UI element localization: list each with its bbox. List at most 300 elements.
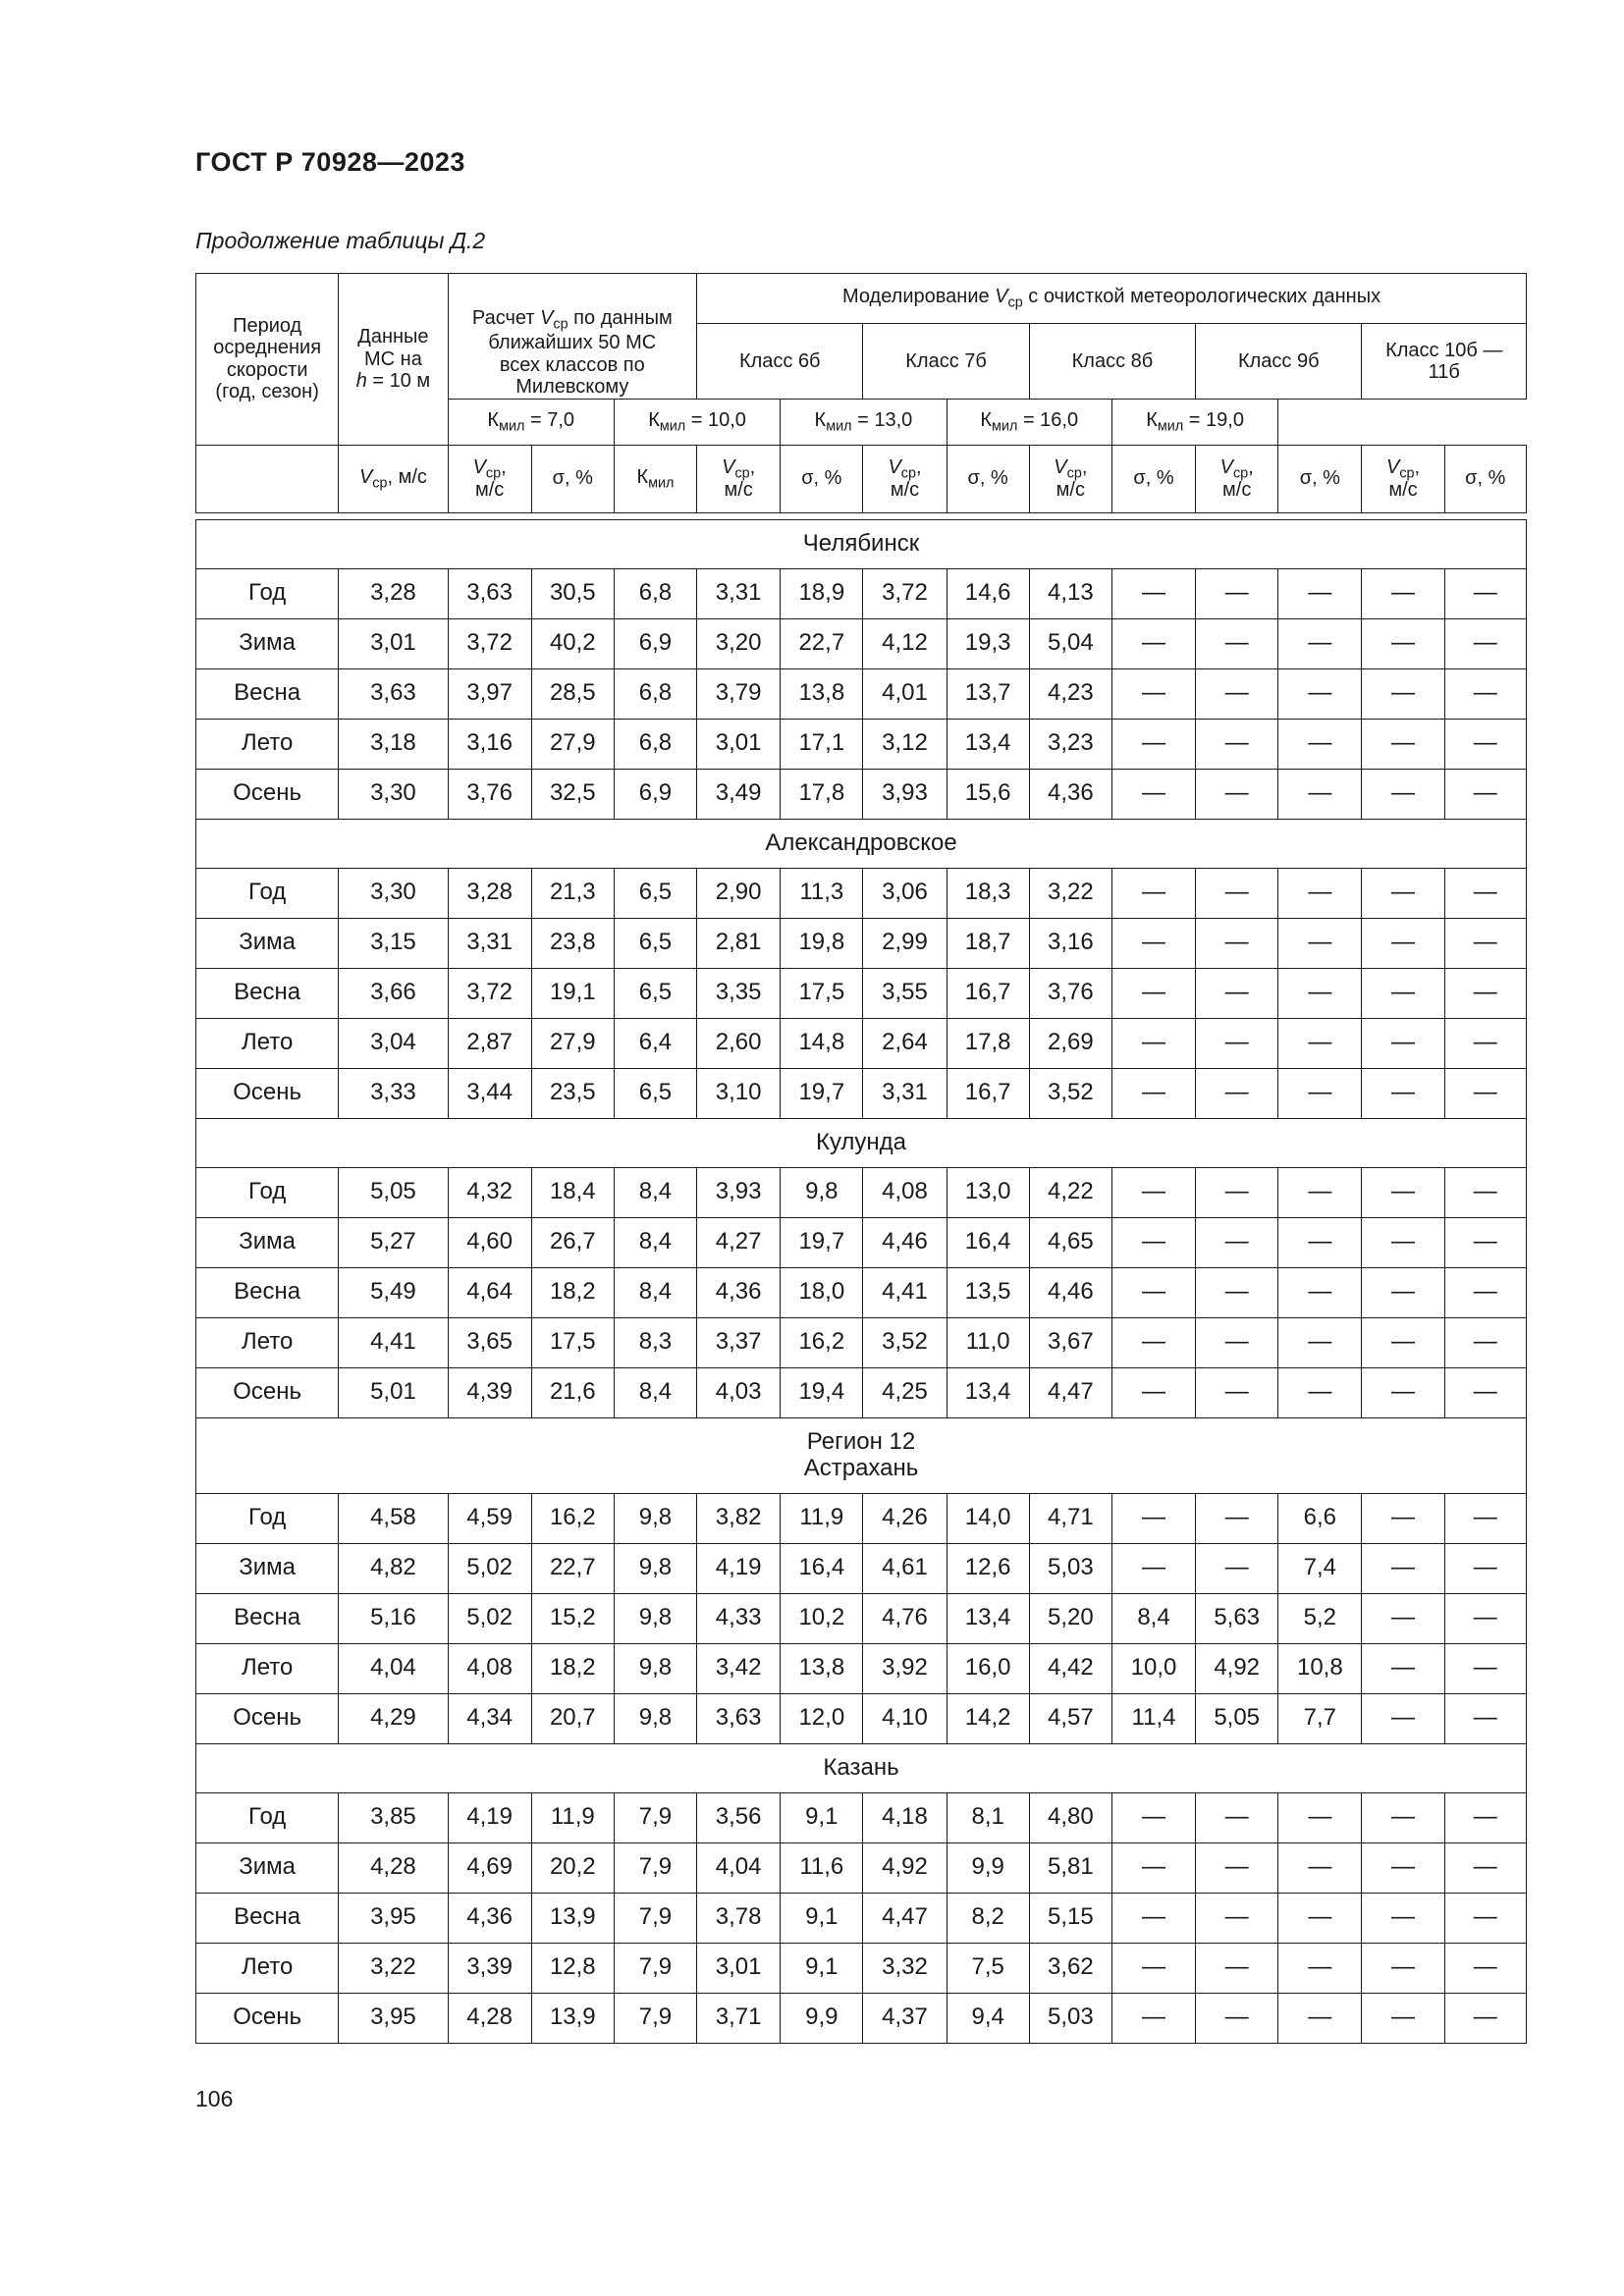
- period-cell: Год: [196, 1792, 339, 1842]
- value-cell: —: [1362, 918, 1444, 968]
- table-row: [196, 1593, 1527, 1643]
- value-cell: —: [1444, 1792, 1526, 1842]
- value-cell: —: [1362, 1993, 1444, 2043]
- value-cell: 9,9: [781, 1993, 863, 2043]
- value-cell: 5,15: [1029, 1893, 1111, 1943]
- value-cell: 13,4: [947, 719, 1029, 769]
- period-cell: Лето: [196, 1643, 339, 1693]
- col-ms-header: Данные МС на h = 10 м: [339, 274, 448, 446]
- value-cell: 21,6: [531, 1367, 614, 1417]
- value-cell: 9,8: [614, 1593, 696, 1643]
- table-row: [196, 1493, 1527, 1543]
- value-cell: 4,25: [863, 1367, 947, 1417]
- value-cell: —: [1362, 719, 1444, 769]
- period-cell: Лето: [196, 719, 339, 769]
- value-cell: —: [1362, 1068, 1444, 1118]
- value-cell: 3,31: [697, 568, 781, 618]
- value-cell: —: [1278, 1943, 1362, 1993]
- value-cell: 4,36: [448, 1893, 531, 1943]
- value-cell: —: [1111, 1367, 1195, 1417]
- table-row: [196, 568, 1527, 618]
- value-cell: —: [1278, 968, 1362, 1018]
- value-cell: 3,78: [697, 1893, 781, 1943]
- value-cell: 4,34: [448, 1693, 531, 1743]
- value-cell: 14,0: [947, 1493, 1029, 1543]
- value-cell: 4,42: [1029, 1643, 1111, 1693]
- value-cell: 13,4: [947, 1593, 1029, 1643]
- value-cell: 14,2: [947, 1693, 1029, 1743]
- value-cell: —: [1278, 918, 1362, 968]
- period-cell: Лето: [196, 1943, 339, 1993]
- value-cell: 5,05: [1196, 1693, 1278, 1743]
- value-cell: 13,8: [781, 1643, 863, 1693]
- value-cell: 3,20: [697, 618, 781, 668]
- unit-sigma: σ, %: [1278, 445, 1362, 512]
- value-cell: 7,9: [614, 1943, 696, 1993]
- value-cell: —: [1362, 568, 1444, 618]
- value-cell: —: [1111, 668, 1195, 719]
- period-cell: Весна: [196, 968, 339, 1018]
- value-cell: 9,8: [614, 1643, 696, 1693]
- value-cell: 11,9: [781, 1493, 863, 1543]
- table-row: [196, 1643, 1527, 1693]
- unit-v: $V_{ср}$, м/с: [1196, 445, 1278, 512]
- station-name: [196, 519, 1527, 568]
- value-cell: 6,5: [614, 868, 696, 918]
- unit-period-blank: [196, 445, 339, 512]
- value-cell: 5,01: [339, 1367, 448, 1417]
- value-cell: 17,8: [947, 1018, 1029, 1068]
- value-cell: 27,9: [531, 719, 614, 769]
- value-cell: —: [1444, 1493, 1526, 1543]
- value-cell: 18,2: [531, 1643, 614, 1693]
- value-cell: —: [1196, 568, 1278, 618]
- value-cell: 13,7: [947, 668, 1029, 719]
- value-cell: 7,9: [614, 1842, 696, 1893]
- value-cell: 4,60: [448, 1217, 531, 1267]
- value-cell: —: [1111, 1543, 1195, 1593]
- value-cell: 3,67: [1029, 1317, 1111, 1367]
- value-cell: —: [1362, 868, 1444, 918]
- value-cell: —: [1196, 1842, 1278, 1893]
- value-cell: 2,81: [697, 918, 781, 968]
- station-name: [196, 1118, 1527, 1167]
- value-cell: 17,1: [781, 719, 863, 769]
- value-cell: 8,2: [947, 1893, 1029, 1943]
- value-cell: 5,03: [1029, 1993, 1111, 2043]
- period-cell: Осень: [196, 769, 339, 819]
- value-cell: 9,8: [614, 1543, 696, 1593]
- value-cell: —: [1444, 1842, 1526, 1893]
- value-cell: 13,0: [947, 1167, 1029, 1217]
- value-cell: —: [1362, 1792, 1444, 1842]
- value-cell: 6,8: [614, 719, 696, 769]
- value-cell: 2,60: [697, 1018, 781, 1068]
- value-cell: 3,22: [339, 1943, 448, 1993]
- value-cell: 4,64: [448, 1267, 531, 1317]
- period-cell: Зима: [196, 1543, 339, 1593]
- value-cell: 4,32: [448, 1167, 531, 1217]
- table-row: [196, 1943, 1527, 1993]
- value-cell: 6,9: [614, 618, 696, 668]
- value-cell: 23,8: [531, 918, 614, 968]
- value-cell: —: [1196, 1543, 1278, 1593]
- value-cell: 4,47: [1029, 1367, 1111, 1417]
- period-cell: Лето: [196, 1317, 339, 1367]
- value-cell: —: [1196, 618, 1278, 668]
- value-cell: 26,7: [531, 1217, 614, 1267]
- value-cell: 21,3: [531, 868, 614, 918]
- value-cell: 20,2: [531, 1842, 614, 1893]
- station-name: [196, 1743, 1527, 1792]
- period-cell: Зима: [196, 918, 339, 968]
- value-cell: 5,04: [1029, 618, 1111, 668]
- value-cell: 4,08: [863, 1167, 947, 1217]
- value-cell: —: [1444, 1217, 1526, 1267]
- value-cell: —: [1278, 769, 1362, 819]
- value-cell: 10,2: [781, 1593, 863, 1643]
- value-cell: —: [1278, 1068, 1362, 1118]
- value-cell: 7,5: [947, 1943, 1029, 1993]
- value-cell: 2,69: [1029, 1018, 1111, 1068]
- value-cell: 18,0: [781, 1267, 863, 1317]
- region-name: Регион 12: [806, 1427, 916, 1455]
- value-cell: —: [1111, 1018, 1195, 1068]
- value-cell: —: [1111, 1317, 1195, 1367]
- value-cell: 4,71: [1029, 1493, 1111, 1543]
- value-cell: 4,03: [697, 1367, 781, 1417]
- value-cell: 3,31: [448, 918, 531, 968]
- value-cell: 3,15: [339, 918, 448, 968]
- value-cell: 7,9: [614, 1993, 696, 2043]
- station-label: Кулунда: [815, 1128, 907, 1155]
- value-cell: 3,49: [697, 769, 781, 819]
- value-cell: 10,0: [1111, 1643, 1195, 1693]
- value-cell: 40,2: [531, 618, 614, 668]
- value-cell: 3,76: [448, 769, 531, 819]
- table-row: [196, 1543, 1527, 1593]
- value-cell: 5,63: [1196, 1593, 1278, 1643]
- value-cell: 4,36: [697, 1267, 781, 1317]
- value-cell: —: [1196, 1068, 1278, 1118]
- col-model-header: Моделирование $V_{ср}$ с очисткой метеорологических данных: [697, 274, 1527, 324]
- table-row: [196, 868, 1527, 918]
- value-cell: 14,8: [781, 1018, 863, 1068]
- value-cell: 3,23: [1029, 719, 1111, 769]
- value-cell: 2,87: [448, 1018, 531, 1068]
- value-cell: 3,66: [339, 968, 448, 1018]
- value-cell: —: [1278, 868, 1362, 918]
- value-cell: 28,5: [531, 668, 614, 719]
- value-cell: 4,19: [448, 1792, 531, 1842]
- value-cell: 3,63: [697, 1693, 781, 1743]
- value-cell: —: [1196, 1267, 1278, 1317]
- value-cell: 17,5: [781, 968, 863, 1018]
- value-cell: 4,58: [339, 1493, 448, 1543]
- value-cell: 10,8: [1278, 1643, 1362, 1693]
- value-cell: —: [1362, 1593, 1444, 1643]
- value-cell: —: [1111, 868, 1195, 918]
- value-cell: 15,2: [531, 1593, 614, 1643]
- value-cell: 3,85: [339, 1792, 448, 1842]
- value-cell: 3,82: [697, 1493, 781, 1543]
- value-cell: —: [1111, 918, 1195, 968]
- period-cell: Зима: [196, 1842, 339, 1893]
- value-cell: —: [1278, 618, 1362, 668]
- value-cell: 12,0: [781, 1693, 863, 1743]
- value-cell: 3,10: [697, 1068, 781, 1118]
- value-cell: —: [1196, 1993, 1278, 2043]
- table-row: [196, 1068, 1527, 1118]
- value-cell: —: [1278, 1018, 1362, 1068]
- value-cell: —: [1444, 1543, 1526, 1593]
- value-cell: 16,2: [781, 1317, 863, 1367]
- value-cell: 3,16: [1029, 918, 1111, 968]
- value-cell: 4,80: [1029, 1792, 1111, 1842]
- value-cell: 2,64: [863, 1018, 947, 1068]
- value-cell: 17,8: [781, 769, 863, 819]
- value-cell: —: [1111, 1217, 1195, 1267]
- value-cell: 4,13: [1029, 568, 1111, 618]
- value-cell: 18,2: [531, 1267, 614, 1317]
- value-cell: —: [1111, 1167, 1195, 1217]
- value-cell: 8,4: [1111, 1593, 1195, 1643]
- value-cell: —: [1111, 1993, 1195, 2043]
- value-cell: —: [1362, 1018, 1444, 1068]
- value-cell: 3,56: [697, 1792, 781, 1842]
- station-label: Астрахань: [803, 1454, 919, 1481]
- table-row: [196, 1267, 1527, 1317]
- value-cell: 3,95: [339, 1993, 448, 2043]
- value-cell: 4,01: [863, 668, 947, 719]
- class-header: Класс 6б: [697, 324, 863, 399]
- value-cell: 3,52: [1029, 1068, 1111, 1118]
- table-row: [196, 1993, 1527, 2043]
- value-cell: 6,6: [1278, 1493, 1362, 1543]
- value-cell: 13,9: [531, 1893, 614, 1943]
- kmil-header: $К_{мил} = 7,0$: [448, 399, 614, 445]
- value-cell: 8,4: [614, 1217, 696, 1267]
- value-cell: 6,5: [614, 1068, 696, 1118]
- value-cell: 4,04: [697, 1842, 781, 1893]
- value-cell: 16,0: [947, 1643, 1029, 1693]
- value-cell: —: [1278, 1217, 1362, 1267]
- value-cell: —: [1111, 618, 1195, 668]
- value-cell: 19,7: [781, 1068, 863, 1118]
- value-cell: —: [1196, 1493, 1278, 1543]
- value-cell: 3,93: [697, 1167, 781, 1217]
- value-cell: 3,01: [697, 1943, 781, 1993]
- value-cell: 18,7: [947, 918, 1029, 968]
- value-cell: 4,92: [1196, 1643, 1278, 1693]
- value-cell: 3,71: [697, 1993, 781, 2043]
- value-cell: 8,4: [614, 1167, 696, 1217]
- value-cell: 22,7: [531, 1543, 614, 1593]
- value-cell: 13,4: [947, 1367, 1029, 1417]
- value-cell: 19,1: [531, 968, 614, 1018]
- value-cell: 16,7: [947, 1068, 1029, 1118]
- value-cell: —: [1444, 1267, 1526, 1317]
- value-cell: 4,41: [863, 1267, 947, 1317]
- value-cell: —: [1444, 668, 1526, 719]
- value-cell: —: [1278, 1367, 1362, 1417]
- value-cell: 5,02: [448, 1593, 531, 1643]
- value-cell: 16,7: [947, 968, 1029, 1018]
- value-cell: —: [1444, 568, 1526, 618]
- value-cell: 9,8: [614, 1693, 696, 1743]
- value-cell: —: [1196, 1167, 1278, 1217]
- value-cell: 7,7: [1278, 1693, 1362, 1743]
- value-cell: 4,57: [1029, 1693, 1111, 1743]
- value-cell: 3,12: [863, 719, 947, 769]
- value-cell: —: [1444, 1693, 1526, 1743]
- class-header: Класс 9б: [1196, 324, 1362, 399]
- value-cell: 4,28: [339, 1842, 448, 1893]
- value-cell: —: [1444, 1367, 1526, 1417]
- table-row: [196, 1018, 1527, 1068]
- value-cell: —: [1196, 769, 1278, 819]
- value-cell: 3,16: [448, 719, 531, 769]
- value-cell: 23,5: [531, 1068, 614, 1118]
- value-cell: —: [1362, 1842, 1444, 1893]
- value-cell: —: [1111, 719, 1195, 769]
- value-cell: —: [1196, 1217, 1278, 1267]
- value-cell: —: [1278, 719, 1362, 769]
- value-cell: 12,8: [531, 1943, 614, 1993]
- data-table: [195, 273, 1527, 2044]
- station-label: Александровское: [765, 828, 957, 856]
- value-cell: 4,27: [697, 1217, 781, 1267]
- document-header: ГОСТ Р 70928—2023: [195, 147, 465, 177]
- value-cell: 5,03: [1029, 1543, 1111, 1593]
- table-row: [196, 918, 1527, 968]
- unit-sigma: σ, %: [1444, 445, 1526, 512]
- unit-v: $V_{ср}$, м/с: [448, 445, 531, 512]
- value-cell: 3,01: [697, 719, 781, 769]
- value-cell: —: [1444, 1943, 1526, 1993]
- value-cell: 19,7: [781, 1217, 863, 1267]
- value-cell: 4,47: [863, 1893, 947, 1943]
- value-cell: 30,5: [531, 568, 614, 618]
- table-row: [196, 1217, 1527, 1267]
- value-cell: —: [1196, 868, 1278, 918]
- value-cell: —: [1111, 1792, 1195, 1842]
- period-cell: Зима: [196, 1217, 339, 1267]
- value-cell: 11,6: [781, 1842, 863, 1893]
- value-cell: 9,1: [781, 1893, 863, 1943]
- unit-v: $V_{ср}$, м/с: [863, 445, 947, 512]
- value-cell: —: [1362, 1693, 1444, 1743]
- value-cell: 13,9: [531, 1993, 614, 2043]
- value-cell: —: [1111, 1893, 1195, 1943]
- value-cell: 16,4: [947, 1217, 1029, 1267]
- unit-sigma: σ, %: [531, 445, 614, 512]
- value-cell: —: [1196, 1893, 1278, 1943]
- value-cell: 4,10: [863, 1693, 947, 1743]
- value-cell: 3,65: [448, 1317, 531, 1367]
- value-cell: 22,7: [781, 618, 863, 668]
- unit-sigma: σ, %: [1111, 445, 1195, 512]
- value-cell: 3,30: [339, 769, 448, 819]
- value-cell: 5,27: [339, 1217, 448, 1267]
- page-number: 106: [195, 2086, 234, 2111]
- value-cell: 14,6: [947, 568, 1029, 618]
- value-cell: 4,29: [339, 1693, 448, 1743]
- value-cell: —: [1444, 1893, 1526, 1943]
- period-cell: Год: [196, 1493, 339, 1543]
- table-caption: Продолжение таблицы Д.2: [195, 228, 486, 253]
- class-header: Класс 8б: [1029, 324, 1195, 399]
- value-cell: 20,7: [531, 1693, 614, 1743]
- value-cell: 3,97: [448, 668, 531, 719]
- value-cell: 3,42: [697, 1643, 781, 1693]
- value-cell: 9,1: [781, 1792, 863, 1842]
- value-cell: 19,8: [781, 918, 863, 968]
- period-cell: Осень: [196, 1693, 339, 1743]
- table-row: [196, 1792, 1527, 1842]
- value-cell: 3,18: [339, 719, 448, 769]
- value-cell: 9,1: [781, 1943, 863, 1993]
- value-cell: —: [1362, 668, 1444, 719]
- value-cell: 3,72: [448, 618, 531, 668]
- value-cell: 8,1: [947, 1792, 1029, 1842]
- value-cell: —: [1196, 1792, 1278, 1842]
- value-cell: —: [1444, 868, 1526, 918]
- table-row: [196, 719, 1527, 769]
- value-cell: —: [1196, 719, 1278, 769]
- value-cell: —: [1444, 769, 1526, 819]
- unit-v: $V_{ср}$, м/с: [1029, 445, 1111, 512]
- period-cell: Осень: [196, 1993, 339, 2043]
- value-cell: —: [1444, 1068, 1526, 1118]
- value-cell: 4,36: [1029, 769, 1111, 819]
- value-cell: 5,2: [1278, 1593, 1362, 1643]
- value-cell: 3,95: [339, 1893, 448, 1943]
- value-cell: —: [1278, 1842, 1362, 1893]
- value-cell: 27,9: [531, 1018, 614, 1068]
- station-row: [196, 1417, 1527, 1493]
- value-cell: —: [1111, 1068, 1195, 1118]
- station-name: [196, 819, 1527, 868]
- table-body: [196, 519, 1527, 2043]
- value-cell: —: [1444, 1018, 1526, 1068]
- value-cell: 8,3: [614, 1317, 696, 1367]
- header-separator: [196, 512, 1527, 519]
- value-cell: 11,9: [531, 1792, 614, 1842]
- value-cell: 16,2: [531, 1493, 614, 1543]
- value-cell: 3,32: [863, 1943, 947, 1993]
- value-cell: 4,19: [697, 1543, 781, 1593]
- value-cell: —: [1278, 568, 1362, 618]
- value-cell: 17,5: [531, 1317, 614, 1367]
- value-cell: 3,39: [448, 1943, 531, 1993]
- value-cell: 5,16: [339, 1593, 448, 1643]
- value-cell: —: [1278, 1267, 1362, 1317]
- value-cell: —: [1444, 1993, 1526, 2043]
- period-cell: Зима: [196, 618, 339, 668]
- value-cell: —: [1444, 1643, 1526, 1693]
- value-cell: —: [1196, 968, 1278, 1018]
- value-cell: —: [1362, 769, 1444, 819]
- value-cell: —: [1278, 1792, 1362, 1842]
- table-row: [196, 618, 1527, 668]
- value-cell: —: [1196, 1367, 1278, 1417]
- value-cell: —: [1362, 1893, 1444, 1943]
- value-cell: 18,3: [947, 868, 1029, 918]
- value-cell: 3,06: [863, 868, 947, 918]
- value-cell: —: [1362, 1367, 1444, 1417]
- value-cell: 6,5: [614, 918, 696, 968]
